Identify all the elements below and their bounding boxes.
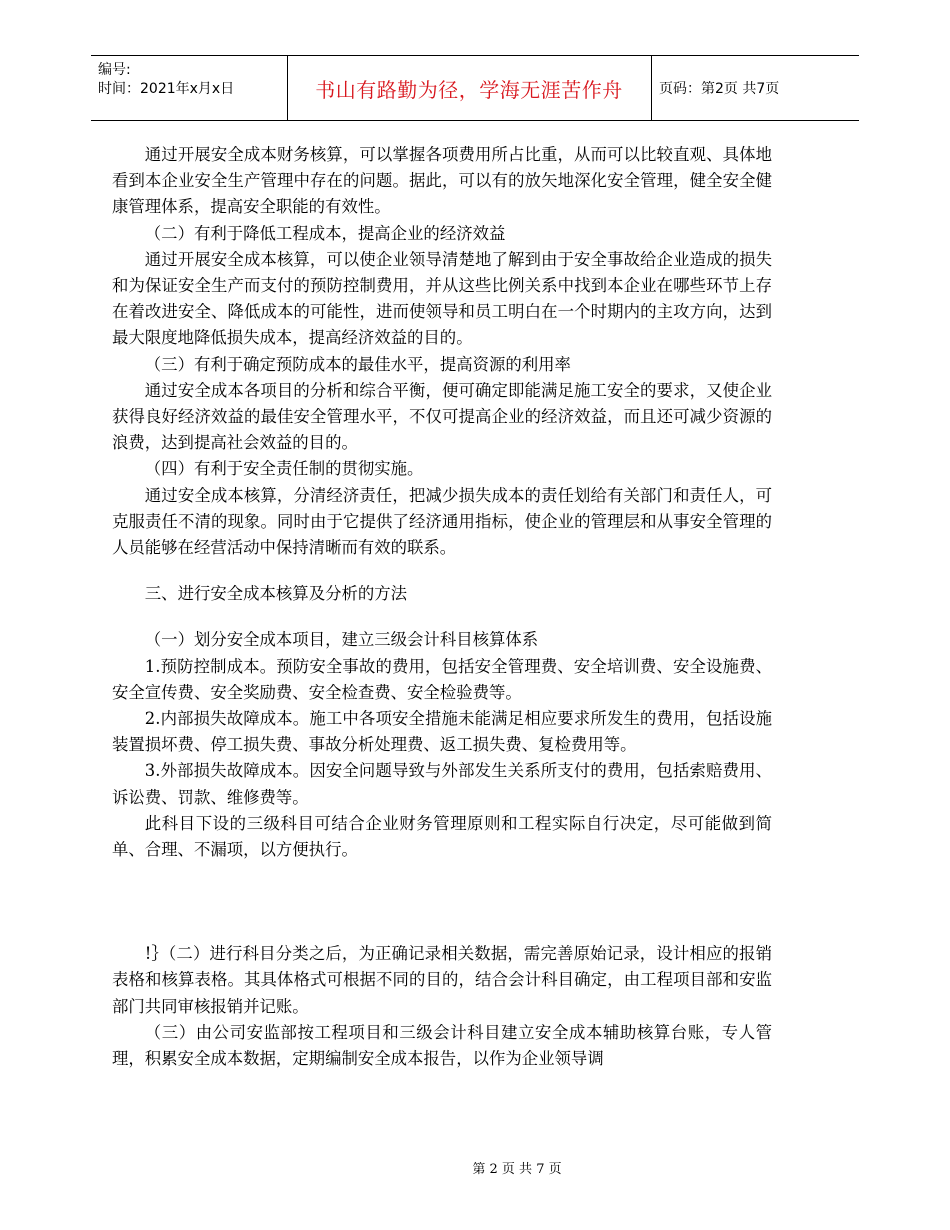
paragraph: 通过安全成本核算，分清经济责任，把减少损失成本的责任划给有关部门和责任人，可克服责任不清的现象。同时由于它提供了经济通用指标，使企业的管理层和从事安全管理的人员能够在经营活动中保持清晰而有效的联系。 (112, 485, 772, 558)
subheading: （二）有利于降低工程成本，提高企业的经济效益 (144, 223, 506, 243)
list-item: 3.外部损失故障成本。因安全问题导致与外部发生关系所支付的费用，包括索赔费用、诉讼费、罚款、维修费等。 (112, 761, 772, 807)
subheading: （三）有利于确定预防成本的最佳水平，提高资源的利用率 (144, 354, 571, 374)
spacer (112, 561, 772, 581)
page-footer (0, 1158, 950, 1177)
paragraph: 通过开展安全成本财务核算，可以掌握各项费用所占比重，从而可以比较直观、具体地看到本企业安全生产管理中存在的问题。据此，可以有的放矢地深化安全管理，健全安全健康管理体系，提高安全职能的有效性。 (112, 145, 772, 217)
time-label: 时间：2021年x月x日 (98, 81, 235, 97)
footer-page-number: 第 2 页 共 7 页 (472, 1162, 562, 1177)
header-middle-cell (287, 56, 652, 120)
paragraph: 此科目下设的三级科目可结合企业财务管理原则和工程实际自行决定，尽可能做到简单、合理、不漏项，以方便执行。 (112, 813, 772, 860)
paragraph: （三）由公司安监部按工程项目和三级会计科目建立安全成本辅助核算台账，专人管理，积累安全成本数据，定期编制安全成本报告，以作为企业领导调 (112, 1022, 772, 1069)
spacer (112, 607, 772, 627)
list-item: 1.预防控制成本。预防安全事故的费用，包括安全管理费、安全培训费、安全设施费、安全宣传费、安全奖励费、安全检查费、安全检验费等。 (112, 656, 772, 702)
serial-number-label: 编号: (98, 62, 131, 78)
header-left-cell (91, 56, 288, 120)
document-body (112, 142, 772, 1072)
section-heading: 三、进行安全成本核算及分析的方法 (144, 584, 408, 604)
paragraph: 通过开展安全成本核算，可以使企业领导清楚地了解到由于安全事故给企业造成的损失和为保证安全生产而支付的预防控制费用，并从这些比例关系中找到本企业在哪些环节上存在着改进安全、降低成本的可能性，进而使领导和员工明白在一个时期内的主攻方向，达到最大限度地降低损失成本，提高经济效益的目的。 (112, 249, 772, 348)
spacer (112, 863, 772, 941)
list-item: 2.内部损失故障成本。施工中各项安全措施未能满足相应要求所发生的费用，包括设施装置损坏费、停工损失费、事故分析处理费、返工损失费、复检费用等。 (112, 709, 772, 755)
paragraph: 通过安全成本各项目的分析和综合平衡，便可确定即能满足施工安全的要求，又使企业获得良好经济效益的最佳安全管理水平，不仅可提高企业的经济效益，而且还可减少资源的浪费，达到提高社会效益的目的。 (112, 380, 772, 453)
header-right-cell (651, 56, 859, 120)
header-page-info: 页码：第2页 共7页 (659, 81, 780, 97)
page-header (91, 55, 859, 121)
header-motto: 书山有路勤为径，学海无涯苦作舟 (315, 77, 623, 102)
paragraph: !｝（二）进行科目分类之后，为正确记录相关数据，需完善原始记录，设计相应的报销表格和核算表格。其具体格式可根据不同的目的，结合会计科目确定，由工程项目部和安监部门共同审核报销并记账。 (112, 944, 772, 1016)
subheading: （一）划分安全成本项目，建立三级会计科目核算体系 (144, 630, 539, 650)
subheading: （四）有利于安全责任制的贯彻实施。 (144, 459, 424, 479)
